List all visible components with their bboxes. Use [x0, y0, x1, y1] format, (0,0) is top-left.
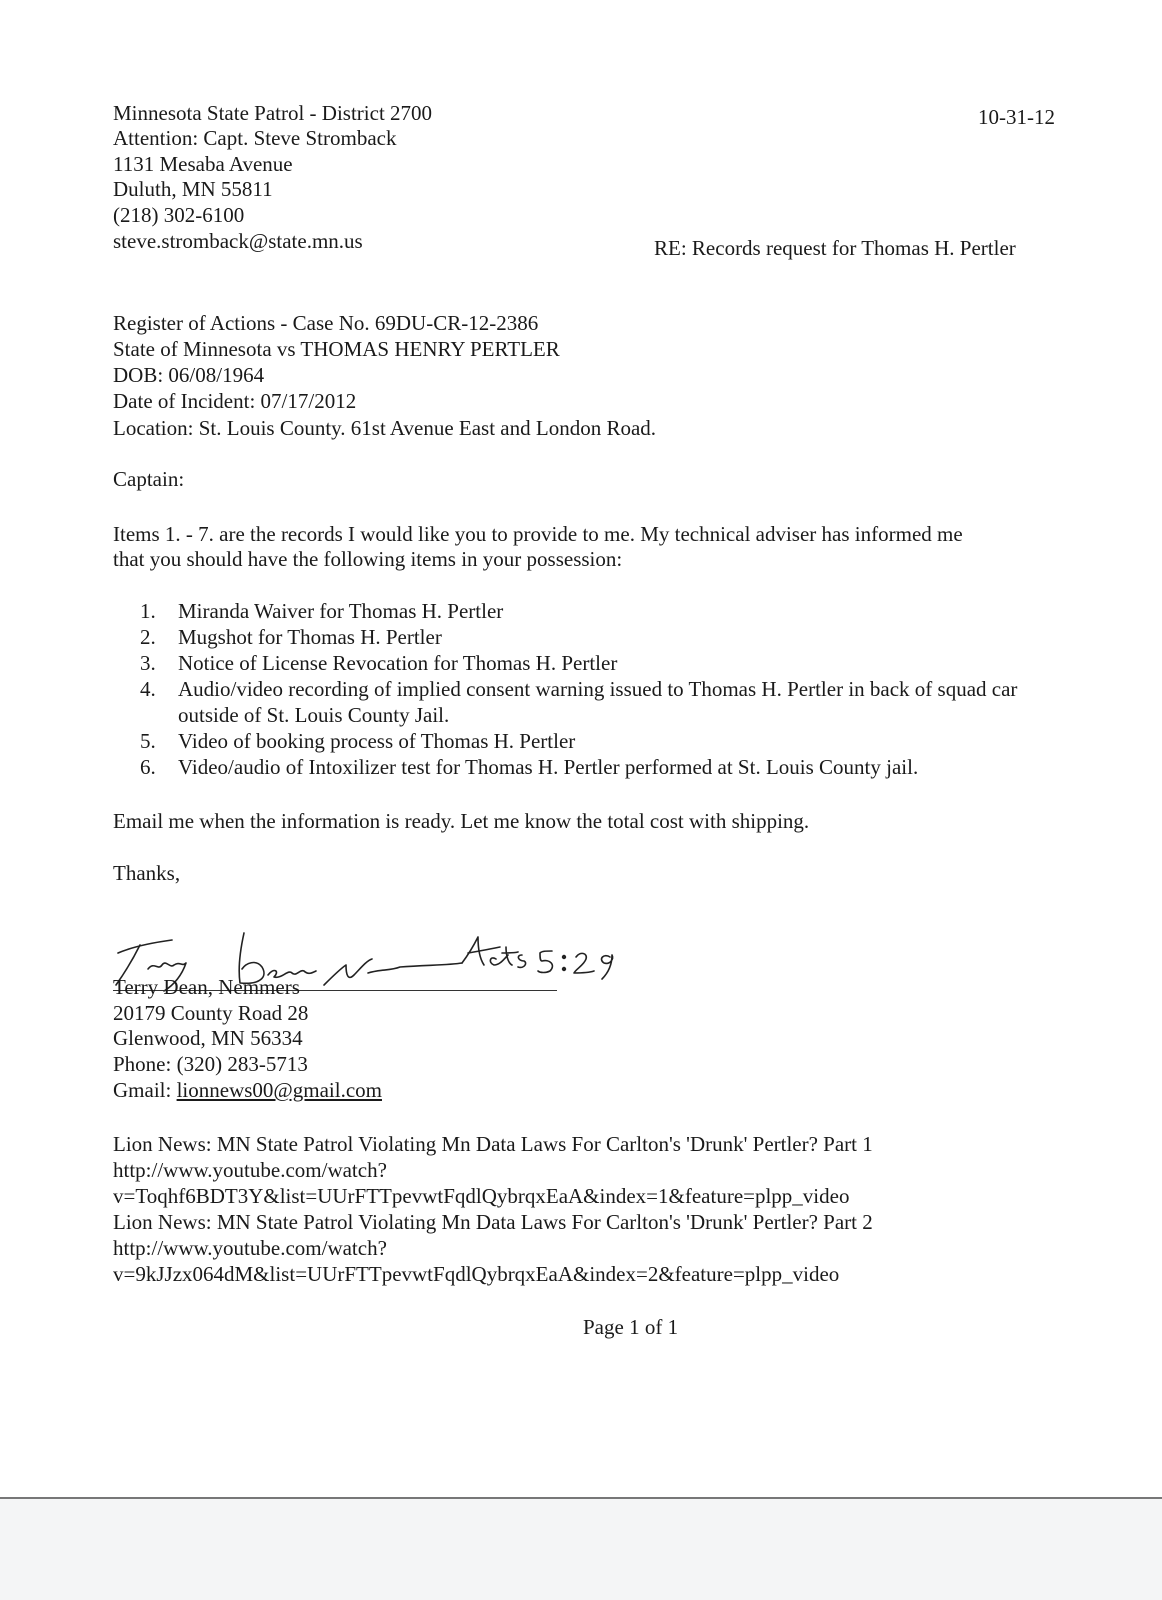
intro-line-2: that you should have the following items in your possession:: [113, 547, 623, 571]
gmail-label: Gmail:: [113, 1078, 177, 1102]
letter-date: 10-31-12: [978, 105, 1055, 129]
gmail-link[interactable]: lionnews00@gmail.com: [176, 1078, 382, 1102]
list-item-number: 1.: [140, 599, 156, 623]
sender-name: Terry Dean, Nemmers: [113, 975, 300, 999]
sender-phone: Phone: (320) 283-5713: [113, 1052, 308, 1076]
signature-stroke: [506, 947, 512, 965]
link-url-part-1-a: http://www.youtube.com/watch?: [113, 1158, 387, 1182]
signature-stroke: [518, 955, 526, 967]
list-item-text: Miranda Waiver for Thomas H. Pertler: [178, 599, 504, 623]
signature-stroke: [118, 940, 172, 953]
list-item: [140, 728, 1070, 754]
list-item-number: 4.: [140, 677, 156, 701]
salutation: Captain:: [113, 467, 185, 491]
link-title-part-1: Lion News: MN State Patrol Violating Mn Data Laws For Carlton's 'Drunk' Pertler? Part 1: [113, 1132, 873, 1156]
records-list: [140, 598, 1070, 780]
scanner-margin: [0, 1499, 1162, 1600]
list-item-text: Video of booking process of Thomas H. Pertler: [178, 729, 576, 753]
recipient-line-2: Attention: Capt. Steve Stromback: [113, 126, 397, 150]
link-title-part-2: Lion News: MN State Patrol Violating Mn Data Laws For Carlton's 'Drunk' Pertler? Part 2: [113, 1210, 873, 1234]
thanks: Thanks,: [113, 861, 181, 885]
list-item-text: Audio/video recording of implied consent warning issued to Thomas H. Pertler in back of squad car outside of St. Louis County Jail.: [178, 677, 1018, 727]
list-item-text: Notice of License Revocation for Thomas H. Pertler: [178, 651, 618, 675]
list-item: [140, 598, 1070, 624]
signature-stroke: [574, 953, 594, 973]
link-url-part-2-a: http://www.youtube.com/watch?: [113, 1236, 387, 1260]
signature-stroke: [538, 951, 552, 973]
signature-stroke: [502, 952, 518, 953]
list-item-number: 3.: [140, 651, 156, 675]
list-item-text: Video/audio of Intoxilizer test for Thomas H. Pertler performed at St. Louis County jail.: [178, 755, 919, 779]
intro-line-1: Items 1. - 7. are the records I would like you to provide to me. My technical adviser has informed me: [113, 522, 963, 546]
signature-stroke: [368, 963, 462, 973]
recipient-line-1: Minnesota State Patrol - District 2700: [113, 101, 433, 125]
link-url-part-2-b: v=9kJJzx064dM&list=UUrFTTpevwtFqdlQybrqxEaA&index=2&feature=plpp_video: [113, 1262, 840, 1286]
re-subject: RE: Records request for Thomas H. Pertler: [654, 236, 1016, 260]
sender-city: Glenwood, MN 56334: [113, 1026, 303, 1050]
list-item: [140, 624, 1070, 650]
recipient-email: steve.stromback@state.mn.us: [113, 229, 363, 253]
list-item-number: 6.: [140, 755, 156, 779]
link-url-part-1-b: v=Toqhf6BDT3Y&list=UUrFTTpevwtFqdlQybrqxEaA&index=1&feature=plpp_video: [113, 1184, 850, 1208]
case-line-4: Date of Incident: 07/17/2012: [113, 389, 357, 413]
sender-address: 20179 County Road 28: [113, 1001, 309, 1025]
case-line-2: State of Minnesota vs THOMAS HENRY PERTLER: [113, 337, 560, 361]
list-item-number: 5.: [140, 729, 156, 753]
case-line-1: Register of Actions - Case No. 69DU-CR-12-2386: [113, 311, 539, 335]
recipient-line-4: Duluth, MN 55811: [113, 177, 273, 201]
case-line-5: Location: St. Louis County. 61st Avenue East and London Road.: [113, 416, 657, 440]
list-item-number: 2.: [140, 625, 156, 649]
signature-stroke: [563, 956, 566, 959]
list-item: [140, 676, 1070, 728]
signature-stroke: [490, 955, 508, 965]
signature-stroke: [602, 955, 613, 979]
page-number: Page 1 of 1: [583, 1315, 679, 1339]
recipient-line-3: 1131 Mesaba Avenue: [113, 152, 293, 176]
recipient-line-5: (218) 302-6100: [113, 203, 245, 227]
sender-gmail-row: [113, 1077, 382, 1103]
list-item: [140, 754, 1070, 780]
closing-note: Email me when the information is ready. Let me know the total cost with shipping.: [113, 809, 810, 833]
list-item: [140, 650, 1070, 676]
case-line-3: DOB: 06/08/1964: [113, 363, 265, 387]
list-item-text: Mugshot for Thomas H. Pertler: [178, 625, 442, 649]
signature-stroke: [324, 959, 372, 985]
signature-stroke: [563, 968, 566, 971]
